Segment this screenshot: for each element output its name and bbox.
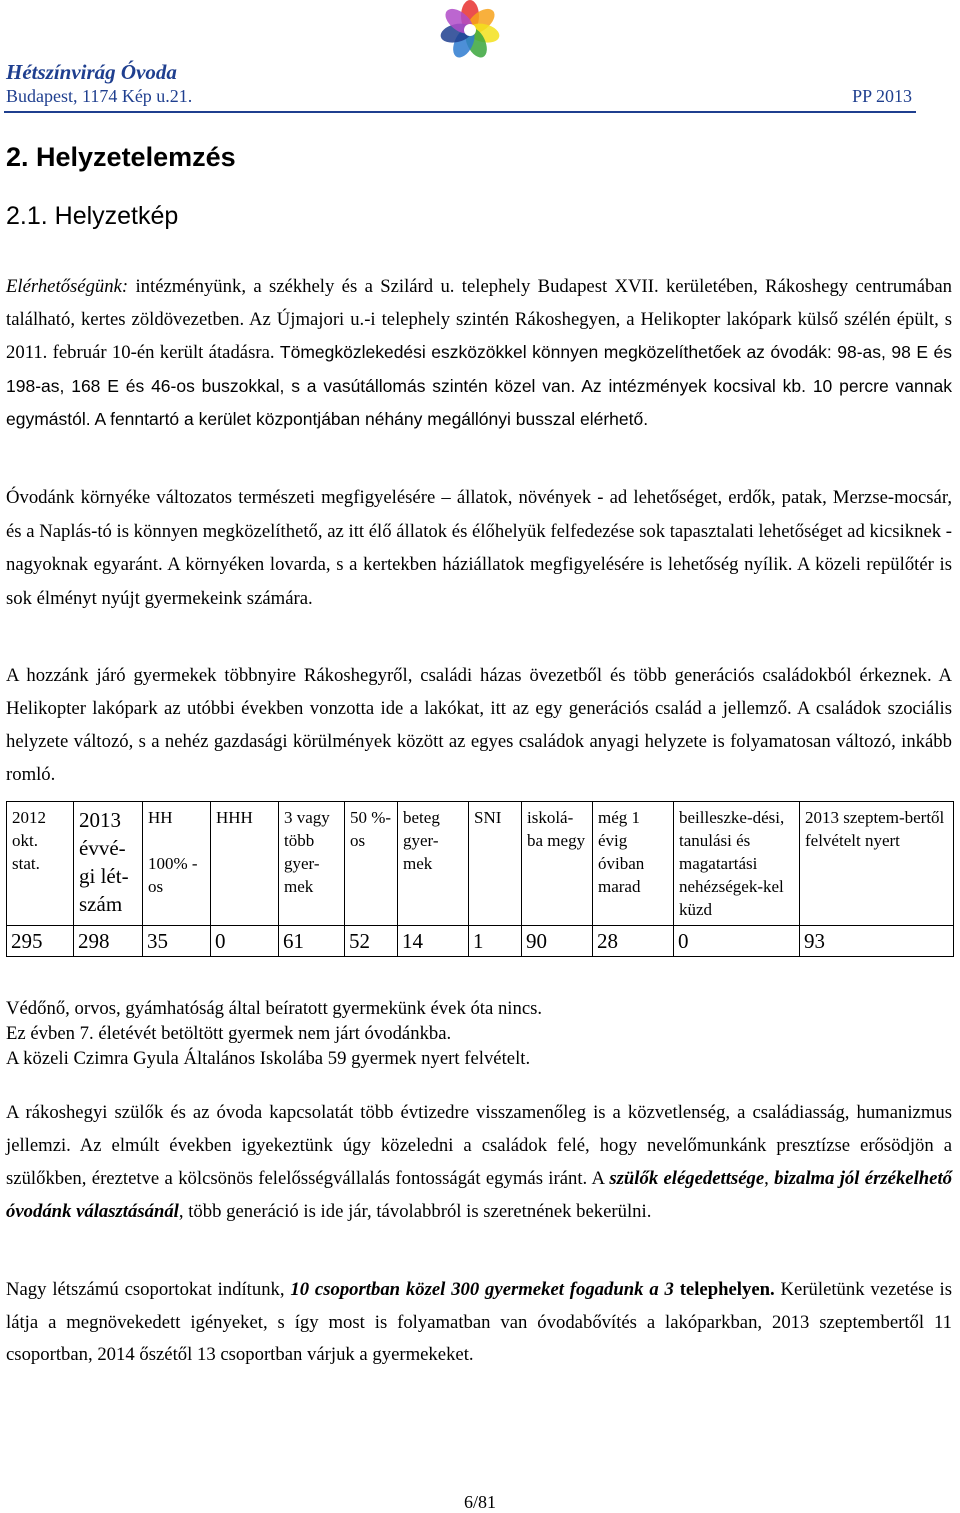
groups-text: Nagy létszámú csoportokat indítunk, bbox=[6, 1279, 291, 1300]
parents-text: , bbox=[764, 1168, 775, 1189]
table-header-cell: 2013 évvé-gi lét-szám bbox=[74, 802, 143, 926]
table-cell: 295 bbox=[7, 926, 74, 957]
paragraph-accessibility bbox=[6, 271, 952, 437]
table-header-cell: HHH bbox=[211, 802, 279, 926]
table-header-cell: 2012 okt. stat. bbox=[7, 802, 74, 926]
header-code: PP 2013 bbox=[852, 86, 912, 106]
table-cell: 1 bbox=[469, 926, 522, 957]
statistics-table bbox=[6, 801, 954, 957]
table-header-cell: beilleszke-dési, tanulási és magatartási nehézségek-kel küzd bbox=[674, 802, 800, 926]
parents-emphasis: szülők elégedettsége bbox=[609, 1168, 765, 1189]
table-cell: 0 bbox=[211, 926, 279, 957]
table-header-cell: beteg gyer-mek bbox=[398, 802, 469, 926]
transport-text: Tömegközlekedési eszközökkel könnyen megközelíthetőek az óvodák: 98-as, 98 E és 198-as, 168 E és 46-os buszokkal, s a vasútállomás szintén közel van. Az intézmények kocsival kb. 10 percre vannak egymástól. A fenntartó a kerület központjában néhány megállónyi busszal elérhető. bbox=[6, 342, 952, 429]
table-cell: 28 bbox=[593, 926, 674, 957]
accessibility-label: Elérhetőségünk: bbox=[6, 276, 129, 297]
parents-emphasis: bizalma jól érzékelhető óvodánk választásánál bbox=[6, 1168, 952, 1222]
table-cell: 14 bbox=[398, 926, 469, 957]
table-values-row bbox=[7, 926, 954, 957]
table-cell: 298 bbox=[74, 926, 143, 957]
note-line: Védőnő, orvos, gyámhatóság által beíratott gyermekünk évek óta nincs. bbox=[6, 998, 543, 1019]
parents-text: , több generáció is ide jár, távolabbról is szeretnének bekerülni. bbox=[178, 1201, 652, 1222]
paragraph-groups bbox=[6, 1274, 952, 1372]
groups-text: Kerületünk vezetése is látja a megnövekedett igényeket, s így most is folyamatban van óvodabővítés a lakóparkban, 2013 szeptembertől 11 csoportban, 2014 őszétől 13 csoportban várjuk a gyermekeket. bbox=[6, 1279, 953, 1365]
table-cell: 0 bbox=[674, 926, 800, 957]
flower-logo-icon bbox=[430, 0, 510, 60]
table-header-cell: 50 %-os bbox=[345, 802, 398, 926]
subsection-title: 2.1. Helyzetkép bbox=[6, 202, 179, 230]
header-address: Budapest, 1174 Kép u.21. bbox=[6, 86, 193, 106]
section-title: 2. Helyzetelemzés bbox=[6, 142, 236, 172]
page-number: 6/81 bbox=[463, 1492, 496, 1512]
table-header-cell: iskolá-ba megy bbox=[522, 802, 593, 926]
table-header-cell: még 1 évig óviban marad bbox=[593, 802, 674, 926]
paragraph-parents bbox=[6, 1096, 952, 1228]
paragraph-environment: Óvodánk környéke változatos természeti megfigyelésére – állatok, növények - ad lehetőséget, erdők, patak, Merzse-mocsár, és a Naplás-tó is könnyen megközelíthető, az itt élő állatok és élőhelyük felfedezése sok tapasztalati lehetőséget ad kicsiknek - nagyoknak egyaránt. A környéken lovarda, s a kertekben háziállatok megfigyelésére is lehetőség nyílik. A közeli repülőtér is sok élményt nyújt gyermekeink számára. bbox=[6, 487, 952, 609]
table-header-cell: HH 100% -os bbox=[143, 802, 211, 926]
table-header-cell: 3 vagy több gyer-mek bbox=[279, 802, 345, 926]
note-line: A közeli Czimra Gyula Általános Iskolába 59 gyermek nyert felvételt. bbox=[6, 1048, 531, 1069]
table-header-row bbox=[7, 802, 954, 926]
table-header-cell: SNI bbox=[469, 802, 522, 926]
header-divider bbox=[4, 111, 916, 113]
table-cell: 52 bbox=[345, 926, 398, 957]
groups-emphasis: telephelyen. bbox=[679, 1279, 775, 1300]
table-cell: 61 bbox=[279, 926, 345, 957]
table-cell: 93 bbox=[800, 926, 954, 957]
header-title: Hétszínvirág Óvoda bbox=[6, 60, 177, 84]
notes-block bbox=[6, 996, 952, 1071]
note-line: Ez évben 7. életévét betöltött gyermek nem járt óvodánkba. bbox=[6, 1023, 452, 1044]
paragraph-families: A hozzánk járó gyermekek többnyire Rákoshegyről, családi házas övezetből és több generációs családokból érkeznek. A Helikopter lakópark az utóbbi években vonzotta ide a lakókat, itt az egy generációs család a jellemző. A családok szociális helyzete változó, s a nehéz gazdasági körülmények között az egyes családok anyagi helyzete is folyamatosan változó, inkább romló. bbox=[6, 665, 952, 785]
table-header-cell: 2013 szeptem-bertől felvételt nyert bbox=[800, 802, 954, 926]
table-cell: 90 bbox=[522, 926, 593, 957]
table-cell: 35 bbox=[143, 926, 211, 957]
accessibility-text: intézményünk, a székhely és a Szilárd u. telephely Budapest XVII. kerületében, Rákoshegy centrumában található, kertes zöldövezetben. Az Újmajori u.-i telephely szintén Rákoshegyen, a Helikopter lakópark külső szélén épült, s 2011. február 10-én került átadásra. bbox=[6, 276, 952, 363]
groups-emphasis: 10 csoportban közel 300 gyermeket fogadunk a 3 bbox=[290, 1279, 674, 1300]
parents-text: A rákoshegyi szülők és az óvoda kapcsolatát több évtizedre visszamenőleg is a közvetlenség, a családiasság, humanizmus jellemzi. Az elmúlt években igyekeztünk úgy közeledni a családok felé, hogy nevelőmunkánk presztízse erősödjön a szülőkben, éreztetve a kölcsönös felelősségvállalás fontosságát egymás iránt. A bbox=[6, 1102, 952, 1189]
